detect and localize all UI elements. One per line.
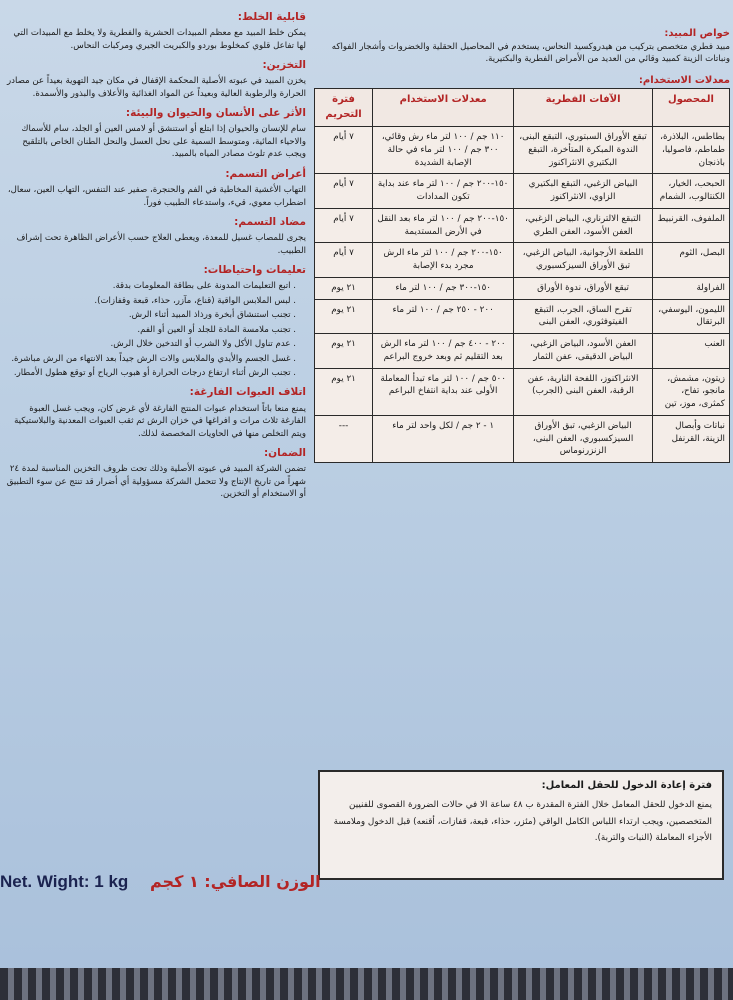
cell-pests: تبقع الأوراق، ندوة الأوراق	[514, 277, 653, 299]
table-row	[315, 243, 730, 278]
cell-rate: ٢٠٠ - ٢٥٠ جم / ١٠٠ لتر ماء	[373, 299, 514, 334]
cell-pests: البياض الزغبي، تبق الأوراق السيزكسبوري، العفن البنى، الزنزرنوماس	[514, 415, 653, 462]
header-phi: فترة التحريم	[315, 89, 373, 127]
cell-phi: ٢١ يوم	[315, 299, 373, 334]
table-row	[315, 127, 730, 174]
antidote-section	[6, 215, 306, 257]
cell-rate: ١٥٠-٢٠٠ جم / ١٠٠ لتر ماء بعد النقل في الأرض المستديمة	[373, 208, 514, 243]
storage-section	[6, 58, 306, 100]
header-pests: الآفات الفطرية	[514, 89, 653, 127]
instruction-item: . لبس الملابس الواقية (قناع، مآزر، حذاء، قبعة وقفازات).	[6, 295, 296, 307]
cell-phi: ٧ أيام	[315, 127, 373, 174]
header-crop: المحصول	[652, 89, 729, 127]
properties-text: مبيد فطري متخصص بتركيب من هيدروكسيد النحاس، يستخدم في المحاصيل الحقلية والخضروات وأشجار الفواكه ونباتات الزينة كمبيد وقائي من العديد من الأمراض الفطرية والبكتيرية.	[331, 42, 730, 65]
header-rates: معدلات الاستخدام	[373, 89, 514, 127]
mixing-title: قابلية الخلط:	[237, 11, 306, 23]
usage-rates-table	[314, 88, 730, 463]
cell-pests: الانثراكنوز، اللفحة النارية، عفن الرقبة، العفن البنى (الجرب)	[514, 368, 653, 415]
cell-phi: ٧ أيام	[315, 208, 373, 243]
right-column	[310, 28, 730, 463]
cell-rate: ١١٠ جم / ١٠٠ لتر ماء رش وقائي، ٣٠٠ جم / ١٠٠ لتر ماء في حالة الإصابة الشديدة	[373, 127, 514, 174]
effect-section	[6, 106, 306, 161]
cell-phi: ---	[315, 415, 373, 462]
cell-crop: العنب	[652, 334, 729, 369]
table-row	[315, 299, 730, 334]
net-weight-arabic: الوزن الصافي: ١ كجم	[150, 872, 321, 891]
antidote-text: يجرى للمصاب غسيل للمعدة، ويعطى العلاج حسب الأعراض الظاهرة تحت إشراف الطبيب.	[16, 233, 306, 256]
disposal-text: يمنع منعا باتاً استخدام عبوات المنتج الفارغة لأي غرض كان، ويجب غسل العبوة الفارغة ثلاث مرات و افراغها في خزان الرش ثم ثقب العبوات المعدنية والبلاستيكية ويتم التخلص منها في الحاويات المخصصة لذلك.	[14, 403, 306, 439]
antidote-title: مضاد التسمم:	[234, 215, 306, 228]
left-column	[6, 10, 306, 507]
symptoms-text: التهاب الأغشية المخاطية في الفم والحنجرة، صفير عند التنفس، التهاب العين، سعال، اضطراب معوي، قيء، واستدعاء الطبيب فوراً.	[7, 185, 306, 208]
instruction-item: . تجنب استنشاق أبخرة ورذاذ المبيد أثناء الرش.	[6, 309, 296, 321]
table-header-row	[315, 89, 730, 127]
cell-rate: ١ - ٢ جم / لكل واحد لتر ماء	[373, 415, 514, 462]
bottom-pattern-strip	[0, 968, 733, 1000]
mixing-text: يمكن خلط المبيد مع معظم المبيدات الحشرية والفطرية ولا يخلط مع المبيدات التي لها تفاعل قلوي كمخلوط بوردو والكبريت الجيري ومركبات النحاس.	[13, 28, 306, 51]
cell-pests: تقرح الساق، الجرب، التبقع الفيتوفثوري، العفن البنى	[514, 299, 653, 334]
instructions-title: تعليمات واحتياطات:	[203, 264, 306, 277]
cell-pests: التبقع الالترناري، البياض الزغبي، العفن الأسود، العفن الطري	[514, 208, 653, 243]
table-row	[315, 277, 730, 299]
instruction-item: . عدم تناول الأكل ولا الشرب أو التدخين خلال الرش.	[6, 338, 296, 350]
cell-crop: الليمون، اليوسفي، البرتقال	[652, 299, 729, 334]
instructions-section	[6, 263, 306, 379]
storage-text: يخزن المبيد في عبوته الأصلية المحكمة الإقفال في مكان جيد التهوية بعيداً عن مصادر الحرارة والرطوبة العالية وبعيداً عن المواد الغذائية والأعلاف والبذور والأسمدة.	[6, 76, 306, 99]
disposal-title: اتلاف العبوات الفارغة:	[189, 386, 306, 399]
storage-title: التخزين:	[262, 59, 306, 72]
cell-crop: زيتون، مشمش، مانجو، تفاح، كمثرى، موز، تين	[652, 368, 729, 415]
cell-rate: ٢٠٠ - ٤٠٠ جم / ١٠٠ لتر ماء الرش بعد التقليم ثم وبعد خروج البراعم	[373, 334, 514, 369]
instruction-item: . اتبع التعليمات المدونة على بطاقة المعلومات بدقة.	[6, 280, 296, 292]
reentry-box	[318, 770, 724, 880]
cell-pests: اللطعة الأرجوانية، البياض الزغبي، تبق الأوراق السيزكسبوري	[514, 243, 653, 278]
effect-title: الأثر على الأنسان والحيوان والبيئة:	[125, 107, 306, 120]
table-row	[315, 334, 730, 369]
cell-crop: البصل، الثوم	[652, 243, 729, 278]
cell-phi: ٢١ يوم	[315, 334, 373, 369]
instruction-item: . تجنب ملامسة المادة للجلد أو العين أو الفم.	[6, 324, 296, 336]
guarantee-text: تضمن الشركة المبيد في عبوته الأصلية وذلك تحت ظروف التخزين المناسبة لمدة ٢٤ شهراً من تاريخ الإنتاج ولا تتحمل الشركة مسؤولية أي أضرار قد تنتج عن سوء التطبيق أو الاستخدام أو التخزين.	[6, 464, 306, 500]
guarantee-title: الضمان:	[263, 447, 306, 460]
cell-pests: العفن الأسود، البياض الزغبي، البياض الدقيقى، عفن الثمار	[514, 334, 653, 369]
instructions-list	[6, 280, 306, 379]
effect-text: سام للإنسان والحيوان إذا ابتلع أو استنشق أو لامس العين أو الجلد، سام للأسماك والاحياء المائية، ومتوسط السمية على نحل العسل والنحل الطنان الخاص بالتلقيح ويجب عدم تلوث مصادر المياه بالمبيد.	[21, 124, 306, 160]
table-row	[315, 415, 730, 462]
mixing-section	[6, 10, 306, 52]
cell-crop: الحبحب، الخيار، الكنتالوب، الشمام	[652, 174, 729, 209]
table-row	[315, 208, 730, 243]
cell-phi: ٧ أيام	[315, 243, 373, 278]
table-row	[315, 174, 730, 209]
cell-crop: الفراولة	[652, 277, 729, 299]
disposal-section	[6, 385, 306, 440]
table-row	[315, 368, 730, 415]
cell-rate: ١٥٠-٢٠٠ جم / ١٠٠ لتر ماء عند بداية تكون المدادات	[373, 174, 514, 209]
cell-rate: ١٥٠-٣٠٠ جم / ١٠٠ لتر ماء	[373, 277, 514, 299]
symptoms-title: أعراض التسمم:	[225, 167, 306, 180]
reentry-title: فترة إعادة الدخول للحقل المعامل:	[541, 780, 712, 791]
guarantee-section	[6, 446, 306, 501]
cell-crop: الملفوف، القرنبيط	[652, 208, 729, 243]
net-weight-english: Net. Wight: 1 kg	[0, 872, 129, 891]
instruction-item: . غسل الجسم والأيدي والملابس والات الرش جيداً بعد الانتهاء من الرش مباشرة.	[6, 353, 296, 365]
cell-phi: ٢١ يوم	[315, 368, 373, 415]
cell-phi: ٢١ يوم	[315, 277, 373, 299]
cell-pests: تبقع الأوراق السبتوري، التبقع البنى، الندوة المبكرة المتأخرة، التبقع البكتيري الانثراكنوز	[514, 127, 653, 174]
cell-rate: ٥٠٠ جم / ١٠٠ لتر ماء تبدأ المعاملة الأولى عند بداية انتفاخ البراعم	[373, 368, 514, 415]
cell-crop: بطاطس، البلاذرة، طماطم، فاصوليا، باذنجان	[652, 127, 729, 174]
rates-title: معدلات الاستخدام:	[638, 75, 730, 87]
cell-crop: نباتات وأبصال الزينة، القرنفل	[652, 415, 729, 462]
cell-pests: البياض الزغبي، التبقع البكتيري الزاوي، الانثراكنوز	[514, 174, 653, 209]
reentry-text: يمنع الدخول للحقل المعامل خلال الفترة المقدرة ب ٤٨ ساعة الا في حالات الضرورة القصوى للفنيين المتخصصين، ويجب ارتداء اللباس الكامل الواقي (مئزر، حذاء، قبعة، قفازات، أقنعه) قبل الدخول وملامسة الأجزاء المعاملة (النبات والتربة).	[333, 800, 712, 844]
properties-title: خواص المبيد:	[664, 28, 730, 39]
symptoms-section	[6, 167, 306, 209]
instruction-item: . تجنب الرش أثناء ارتفاع درجات الحرارة أو هبوب الرياح أو توقع هطول الأمطار.	[6, 367, 296, 379]
cell-phi: ٧ أيام	[315, 174, 373, 209]
cell-rate: ١٥٠-٢٠٠ جم / ١٠٠ لتر ماء الرش مجرد بدء الإصابة	[373, 243, 514, 278]
